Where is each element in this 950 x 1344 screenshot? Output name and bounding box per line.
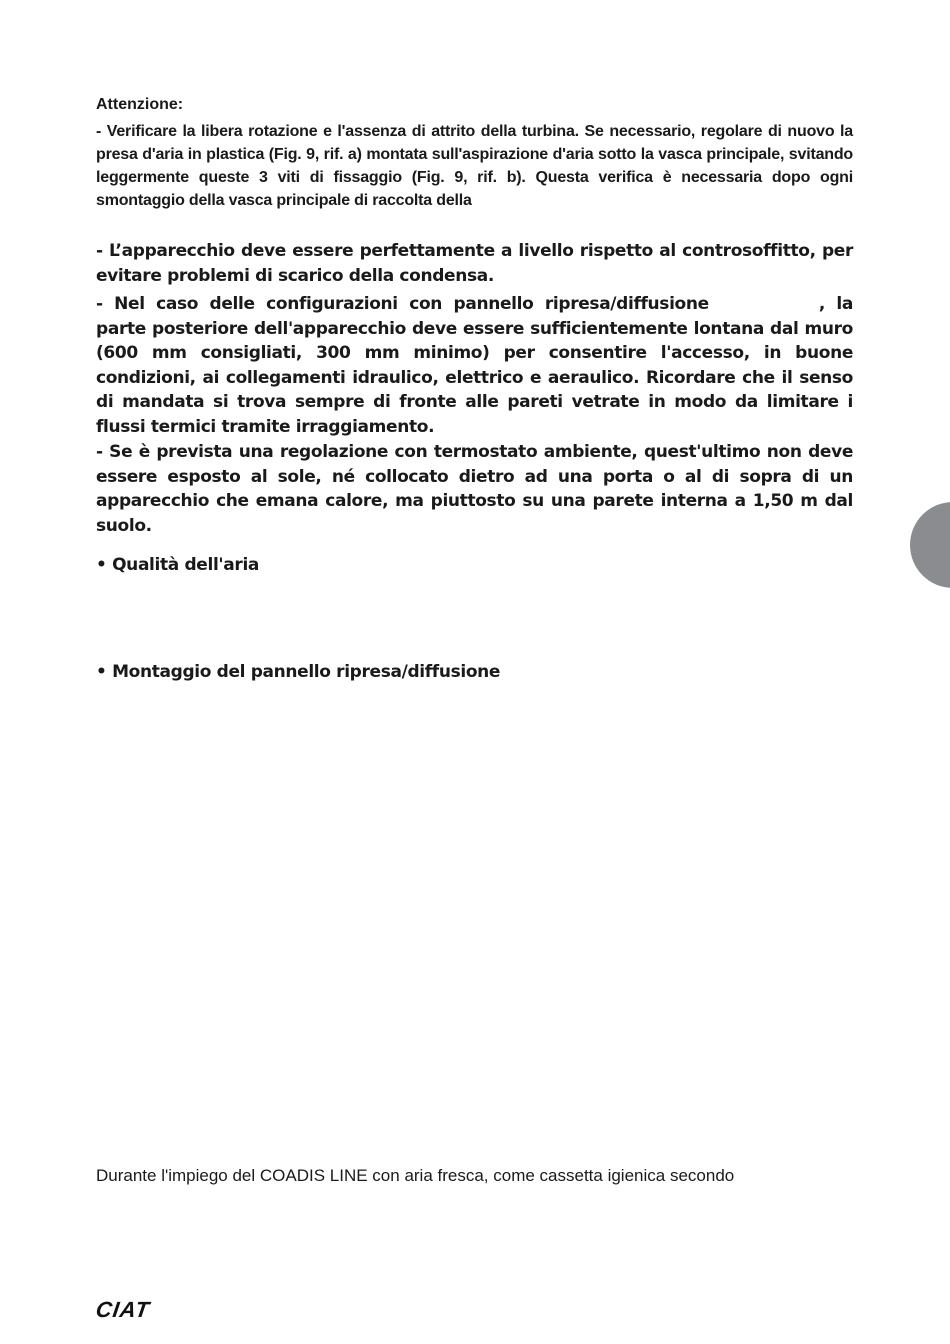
paragraph-configuration-rest: , la parte posteriore dell'apparecchio deve essere sufficientemente lontana dal muro (600 mm consigliati, 300 mm minimo) per consentire l'accesso, in buone condizioni, ai collegamenti idraulico, elettrico e aeraulico. Ricordare che il senso di mandata si trova sempre di fronte alle pareti vetrate in modo da limitare i flussi termici tramite irraggiamento. (96, 294, 853, 437)
paragraph-configuration (96, 292, 853, 439)
footer-paragraph: Durante l'impiego del COADIS LINE con aria fresca, come cassetta igienica secondo (96, 1166, 735, 1185)
heading-panel-mounting: • Montaggio del pannello ripresa/diffusione (96, 662, 501, 682)
heading-air-quality: • Qualità dell'aria (96, 555, 260, 575)
warning-title: Attenzione: (96, 96, 184, 113)
warning-text: - Verificare la libera rotazione e l'assenza di attrito della turbina. Se necessario, regolare di nuovo la presa d'aria in plastica (Fig. 9, rif. a) montata sull'aspirazione d'aria sotto la vasca principale, svitando leggermente queste 3 viti di fissaggio (Fig. 9, rif. b). Questa verifica è necessaria dopo ogni smontaggio della vasca principale di raccolta della (96, 123, 853, 209)
ciat-logo: CIAT (94, 1297, 152, 1322)
paragraph-level: - L’apparecchio deve essere perfettamente a livello rispetto al controsoffitto, per evitare problemi di scarico della condensa. (96, 241, 853, 286)
paragraph-thermostat: - Se è prevista una regolazione con termostato ambiente, quest'ultimo non deve essere esposto al sole, né collocato dietro ad una porta o al di sopra di un apparecchio che emana calore, ma piuttosto su una parete interna a 1,50 m dal suolo. (96, 442, 853, 536)
section-tab-marker (910, 502, 950, 588)
paragraph-configuration-start: - Nel caso delle configurazioni con pannello ripresa/diffusione (96, 294, 709, 314)
